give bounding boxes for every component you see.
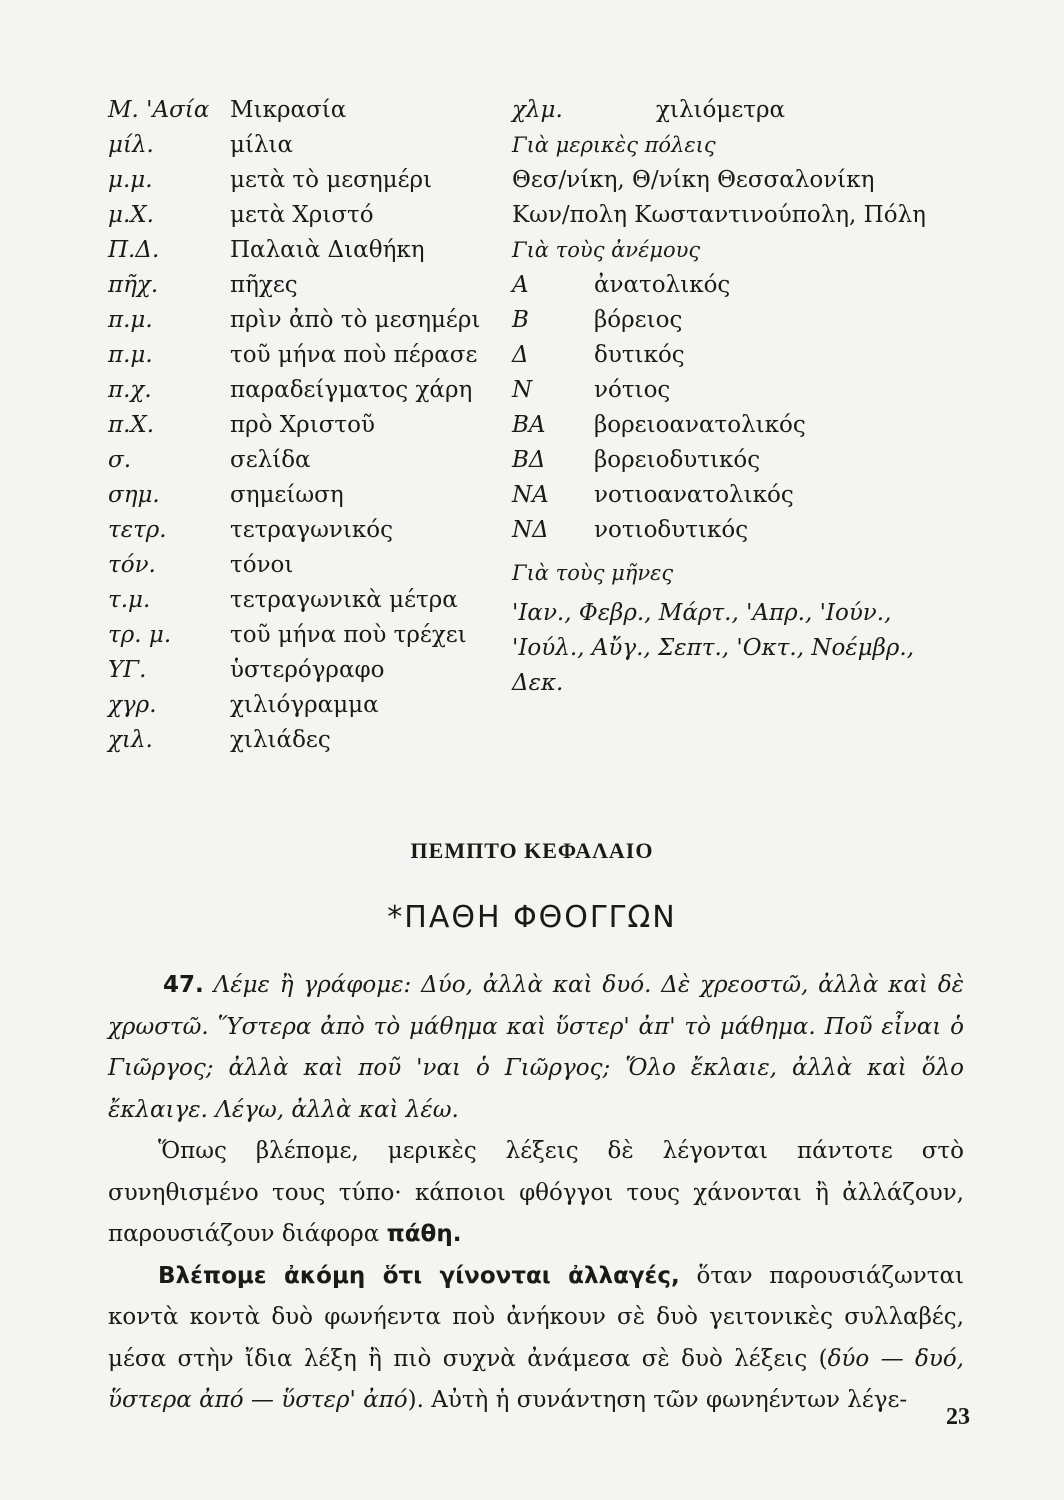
abbreviation-row — [108, 92, 508, 127]
abbreviation-row — [512, 92, 972, 127]
abbreviation-row — [108, 617, 508, 652]
page-number: 23 — [946, 1404, 970, 1430]
wind-name: ἀνατολικός — [594, 271, 731, 298]
abbreviation: π.μ. — [108, 341, 153, 368]
abbreviation: χλμ. — [512, 96, 563, 123]
months-line: 'Ιούλ., Αὔγ., Σεπτ., 'Οκτ., Νοέμβρ., — [512, 635, 915, 661]
wind-name: δυτικός — [594, 341, 685, 368]
wind-row — [512, 267, 972, 302]
wind-row — [512, 442, 972, 477]
bold-term: πάθη. — [386, 1221, 462, 1247]
abbreviation: χγρ. — [108, 691, 157, 718]
abbreviation-row — [108, 512, 508, 547]
months-line: 'Ιαν., Φεβρ., Μάρτ., 'Απρ., 'Ιούν., — [512, 600, 892, 626]
abbreviation-row — [108, 197, 508, 232]
wind-abbreviation: ΝΑ — [512, 481, 549, 508]
abbreviation-expansion: χιλιάδες — [230, 726, 331, 753]
paragraph — [108, 1256, 964, 1422]
abbreviation-expansion: πῆχες — [230, 271, 298, 298]
abbreviation-row — [108, 232, 508, 267]
abbreviation-expansion: τετραγωνικὰ μέτρα — [230, 586, 458, 613]
abbreviations-right-column — [512, 92, 972, 701]
body-text — [108, 965, 964, 1422]
abbreviation-row — [108, 477, 508, 512]
wind-name: νότιος — [594, 376, 671, 403]
wind-abbreviation: ΒΔ — [512, 446, 546, 473]
wind-name: νοτιοδυτικός — [594, 516, 749, 543]
abbreviation-expansion: Παλαιὰ Διαθήκη — [230, 236, 425, 263]
abbreviation: σ. — [108, 446, 132, 473]
abbreviation-row — [108, 302, 508, 337]
abbreviation-row — [108, 127, 508, 162]
abbreviation-row — [108, 652, 508, 687]
abbreviation: μ.μ. — [108, 166, 153, 193]
wind-abbreviation: ΒΑ — [512, 411, 546, 438]
paragraph-47 — [108, 965, 964, 1131]
paragraph-text: Λέμε ἢ γράφομε: Δύο, ἀλλὰ καὶ δυό. Δὲ χρεοστῶ, ἀλλὰ καὶ δὲ χρωστῶ. Ὕστερα ἀπὸ τὸ μάθημα καὶ ὕστερ' ἀπ' τὸ μάθημα. Ποῦ εἶναι ὁ Γιῶργος; ἀλλὰ καὶ ποῦ 'ναι ὁ Γιῶργος; Ὅλο ἔκλαιε, ἀλλὰ καὶ ὅλο ἔκλαιγε. Λέγω, ἀλλὰ καὶ λέω. — [108, 972, 965, 1123]
wind-abbreviation: Β — [512, 306, 529, 333]
abbreviation: τρ. μ. — [108, 621, 172, 648]
wind-row — [512, 337, 972, 372]
abbreviation-row — [108, 407, 508, 442]
bold-statement: Βλέπομε ἀκόμη ὅτι γίνονται ἀλλαγές, — [158, 1262, 680, 1289]
abbreviation: πῆχ. — [108, 271, 159, 298]
abbreviation-expansion: μετὰ Χριστό — [230, 201, 374, 228]
abbreviation-expansion: πρὶν ἀπὸ τὸ μεσημέρι — [230, 306, 481, 333]
wind-abbreviation: Ν — [512, 376, 533, 403]
abbreviation: τόν. — [108, 551, 156, 578]
abbreviation: χιλ. — [108, 726, 153, 753]
abbreviation-expansion: σελίδα — [230, 446, 311, 473]
example-words: δύο — δυό, ὕστερα ἀπό — ὕστερ' ἀπό — [108, 1345, 964, 1413]
abbreviation: π.Χ. — [108, 411, 155, 438]
months-line: Δεκ. — [512, 670, 564, 696]
abbreviation-expansion: τοῦ μήνα ποὺ πέρασε — [230, 341, 478, 368]
paragraph-text: ὅταν παρουσιάζωνται κοντὰ κοντὰ δυὸ φωνήεντα ποὺ ἀνήκουν σὲ δυὸ γειτονικὲς συλλαβές, μέσα στὴν ἴδια λέξη ἢ πιὸ συχνὰ ἀνάμεσα σὲ δυὸ λέξεις ( — [108, 1262, 965, 1372]
abbreviation: τ.μ. — [108, 586, 151, 613]
abbreviation-expansion: σημείωση — [230, 481, 344, 508]
abbreviation-row — [108, 687, 508, 722]
wind-row — [512, 407, 972, 442]
abbreviation-row — [108, 547, 508, 582]
abbreviations-left-column — [108, 92, 508, 757]
abbreviation-row — [108, 582, 508, 617]
months-header: Γιὰ τοὺς μῆνες — [512, 560, 674, 585]
abbreviation: Π.Δ. — [108, 236, 160, 263]
city-abbreviation: Θεσ/νίκη, Θ/νίκη Θεσσαλονίκη — [512, 166, 875, 193]
wind-abbreviation: ΝΔ — [512, 516, 549, 543]
abbreviation-row — [108, 337, 508, 372]
wind-abbreviation: Δ — [512, 341, 529, 368]
abbreviation: τετρ. — [108, 516, 167, 543]
abbreviation-row — [108, 267, 508, 302]
chapter-title: ΠΕΜΠΤΟ ΚΕΦΑΛΑΙΟ — [410, 838, 654, 863]
section-title: *ΠΑΘΗ ΦΘΟΓΓΩΝ — [387, 900, 677, 935]
abbreviation-expansion: Μικρασία — [230, 96, 347, 123]
abbreviation-row — [108, 722, 508, 757]
wind-abbreviation: Α — [512, 271, 529, 298]
cities-header: Γιὰ μερικὲς πόλεις — [512, 132, 716, 157]
wind-row — [512, 512, 972, 547]
paragraph-text: ). Αὐτὴ ἡ συνάντηση τῶν φωνηέντων λέγε- — [407, 1387, 908, 1413]
wind-row — [512, 302, 972, 337]
abbreviation-row — [108, 372, 508, 407]
wind-row — [512, 477, 972, 512]
wind-name: βορειοδυτικός — [594, 446, 761, 473]
abbreviation-expansion: χιλιόμετρα — [656, 96, 786, 123]
abbreviation-expansion: ὑστερόγραφο — [230, 656, 385, 683]
city-abbreviation: Κων/πολη Κωσταντινούπολη, Πόλη — [512, 201, 926, 228]
wind-name: βόρειος — [594, 306, 683, 333]
abbreviation: μίλ. — [108, 131, 154, 158]
paragraph-number: 47. — [163, 972, 204, 998]
abbreviation: ΥΓ. — [108, 656, 147, 683]
abbreviation-expansion: μίλια — [230, 131, 294, 158]
abbreviation-expansion: μετὰ τὸ μεσημέρι — [230, 166, 433, 193]
wind-row — [512, 372, 972, 407]
paragraph — [108, 1131, 964, 1256]
abbreviation: Μ. 'Ασία — [108, 96, 210, 123]
abbreviation-expansion: παραδείγματος χάρη — [230, 376, 473, 403]
abbreviation: π.μ. — [108, 306, 153, 333]
abbreviation-expansion: τόνοι — [230, 551, 294, 578]
abbreviation-expansion: τοῦ μήνα ποὺ τρέχει — [230, 621, 467, 648]
wind-name: βορειοανατολικός — [594, 411, 806, 438]
abbreviation: μ.Χ. — [108, 201, 154, 228]
abbreviation-expansion: πρὸ Χριστοῦ — [230, 411, 375, 438]
wind-name: νοτιοανατολικός — [594, 481, 794, 508]
abbreviation-row — [108, 162, 508, 197]
abbreviation-row — [108, 442, 508, 477]
abbreviation-expansion: τετραγωνικός — [230, 516, 394, 543]
paragraph-text: Ὅπως βλέπομε, μερικὲς λέξεις δὲ λέγονται πάντοτε στὸ συνηθισμένο τους τύπο· κάποιοι φθόγγοι τους χάνονται ἢ ἀλλάζουν, παρουσιάζουν διάφορα — [108, 1138, 964, 1247]
abbreviation-expansion: χιλιόγραμμα — [230, 691, 379, 718]
winds-list — [512, 267, 972, 547]
abbreviation: σημ. — [108, 481, 160, 508]
abbreviation: π.χ. — [108, 376, 152, 403]
winds-header: Γιὰ τοὺς ἀνέμους — [512, 237, 701, 262]
